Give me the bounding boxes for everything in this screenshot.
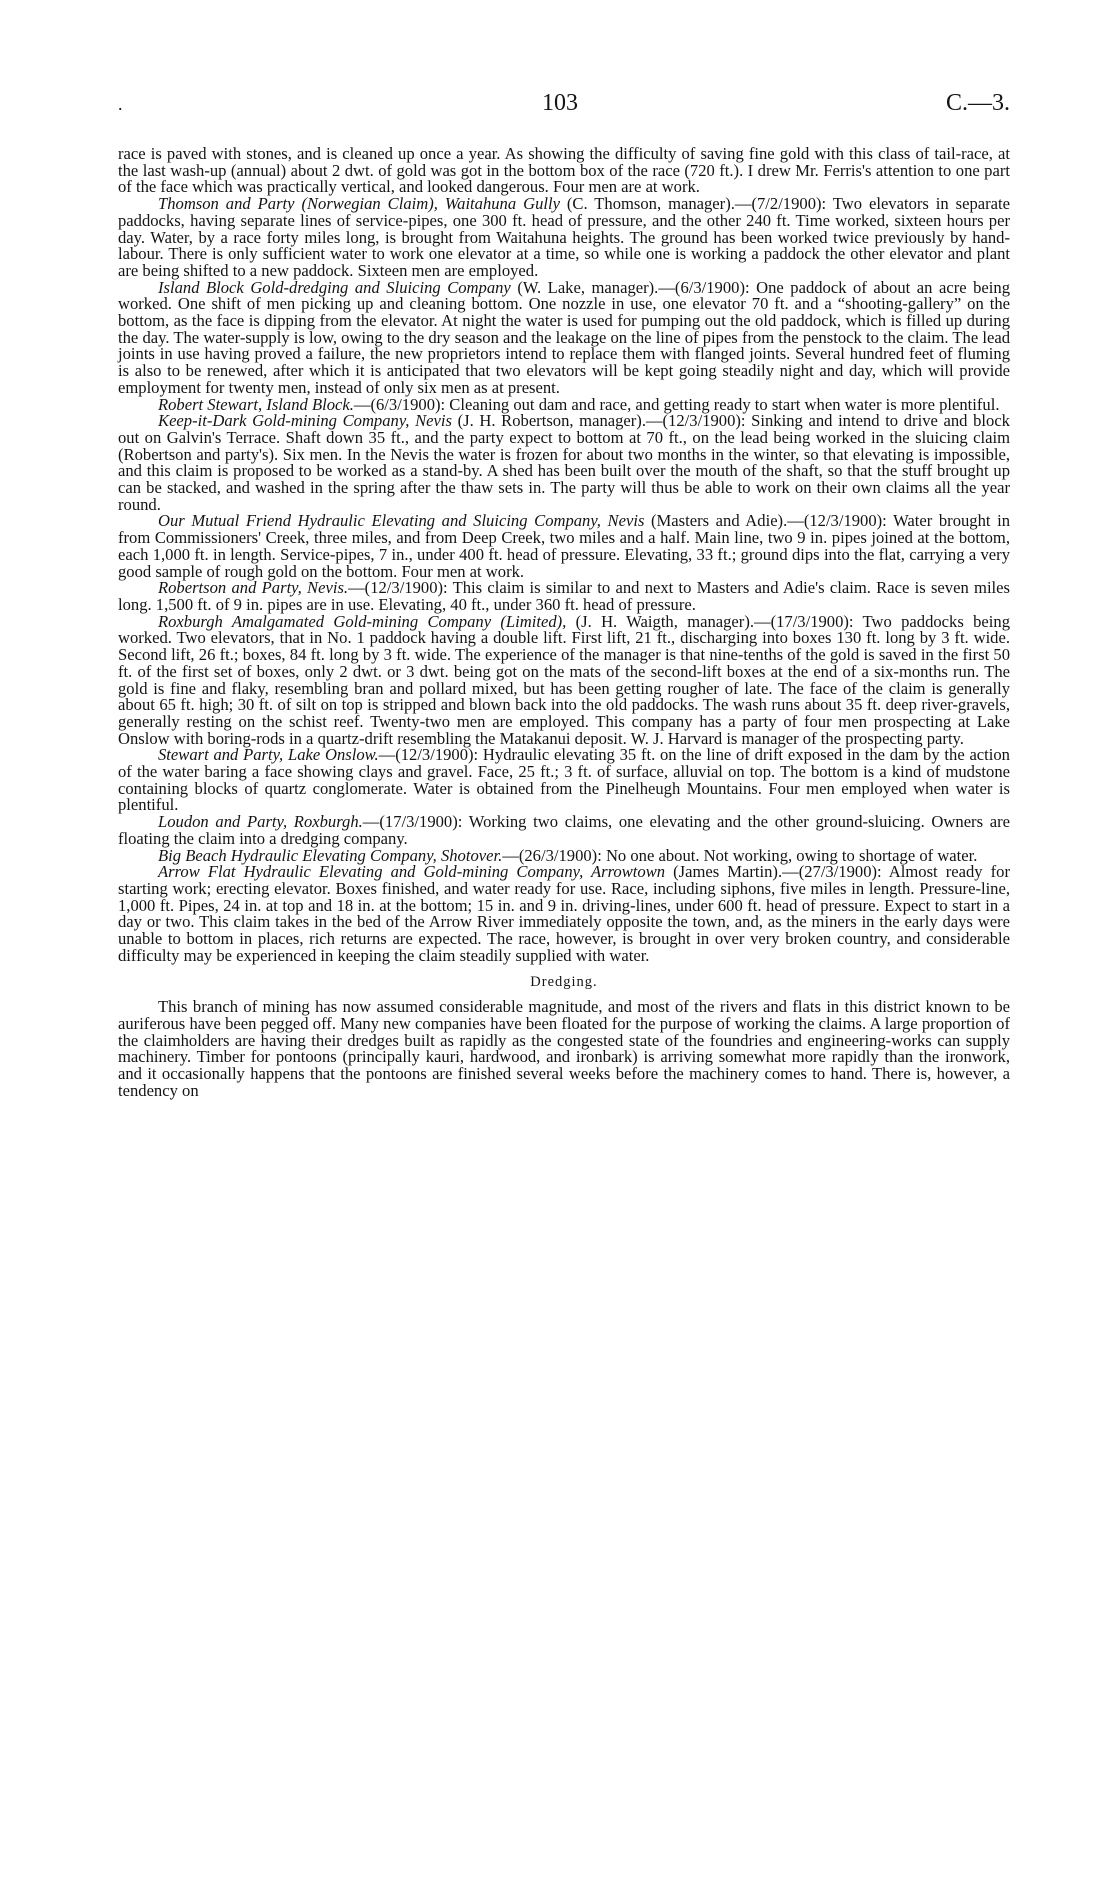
paragraph-body: —(17/3/1900): Working two claims, one elevating and the other ground-sluicing. Owners are floating the claim into a dredging company. bbox=[118, 812, 1010, 848]
paragraph bbox=[118, 747, 1010, 814]
paragraph-body: —(12/3/1900): This claim is similar to and next to Masters and Adie's claim. Race is seven miles long. 1,500 ft. of 9 in. pipes are in use. Elevating, 40 ft., under 360 ft. head of pressure. bbox=[118, 578, 1010, 614]
page-number: 103 bbox=[542, 90, 578, 116]
paragraph bbox=[118, 196, 1010, 280]
claim-name: Arrow Flat Hydraulic Elevating and Gold-mining Company, Arrowtown bbox=[158, 862, 666, 882]
header-dot: . bbox=[118, 94, 123, 114]
paragraph-body: —(6/3/1900): Cleaning out dam and race, and getting ready to start when water is more plentiful. bbox=[353, 394, 1000, 414]
paragraph-body: —(12/3/1900): Hydraulic elevating 35 ft. on the line of drift exposed in the dam by the action of the water baring a face showing clays and gravel. Face, 25 ft.; 3 ft. of surface, alluvial on top. The bottom is a kind of mudstone containing blocks of quartz conglomerate. Water is obtained from the Pinelheugh Mountains. Four men employed when water is plentiful. bbox=[118, 745, 1010, 815]
paragraph bbox=[118, 277, 1010, 397]
paragraph bbox=[118, 413, 1010, 513]
document-code: C.—3. bbox=[945, 90, 1010, 116]
page-header bbox=[110, 90, 1010, 124]
paragraph-body: (C. Thomson, manager).—(7/2/1900): Two elevators in separate paddocks, having separate lines of service-pipes, one 300 ft. head of pressure, and the other 240 ft. Time worked, sixteen hours per day. Water, by a race forty miles long, is brought from Waitahuna heights. The ground has been worked twice previously by hand-labour. There is only sufficient water to work one elevator at a time, so while one is working a paddock the other elevator and plant are being shifted to a new paddock. Sixteen men are employed. bbox=[118, 194, 1011, 280]
paragraph bbox=[118, 580, 1010, 613]
claim-name: Our Mutual Friend Hydraulic Elevating and Sluicing Company, Nevis bbox=[158, 511, 645, 531]
paragraph bbox=[118, 864, 1010, 964]
claim-name: Island Block Gold-dredging and Sluicing Company bbox=[158, 277, 511, 297]
paragraph-body: (W. Lake, manager).—(6/3/1900): One paddock of about an acre being worked. One shift of men picking up and cleaning bottom. One nozzle in use, one elevator 70 ft. and a “shooting-gallery” on the bottom, as the face is dipping from the elevator. At night the water is used for pumping out the old paddock, which is filled up during the day. The water-supply is low, owing to the dry season and the leakage on the line of pipes from the penstock to the claim. The lead joints in use having proved a failure, the new proprietors intend to replace them with flanged joints. Several hundred feet of fluming is also to be renewed, after which it is anticipated that two elevators will be kept going steadily night and day, which will provide employment for twenty men, instead of only six men as at present. bbox=[118, 277, 1010, 397]
claim-name: Thomson and Party (Norwegian Claim), Waitahuna Gully bbox=[158, 194, 560, 214]
claim-name: Keep-it-Dark Gold-mining Company, Nevis bbox=[158, 411, 452, 431]
paragraph bbox=[118, 513, 1010, 580]
section-paragraph: This branch of mining has now assumed considerable magnitude, and most of the rivers and flats in this district known to be auriferous have been pegged off. Many new companies have been floated for the purpose of working the claims. A large proportion of the claimholders are having their dredges built as rapidly as the congested state of the foundries and engineering-works can supply machinery. Timber for pontoons (principally kauri, hardwood, and ironbark) is arriving somewhat more rapidly than the ironwork, and it occasionally happens that the pontoons are finished several weeks before the machinery comes to hand. There is, however, a tendency on bbox=[118, 997, 1010, 1100]
claim-name: Robertson and Party, Nevis. bbox=[158, 578, 349, 598]
paragraph-body: race is paved with stones, and is cleaned up once a year. As showing the difficulty of saving fine gold with this class of tail-race, at the last wash-up (annual) about 2 dwt. of gold was got in the bottom box of the race (720 ft.). I drew Mr. Ferris's attention to one part of the face which was practically vertical, and looked dangerous. Four men are at work. bbox=[118, 144, 1010, 197]
paragraph-body: —(26/3/1900): No one about. Not working, owing to shortage of water. bbox=[502, 845, 978, 865]
paragraph bbox=[118, 814, 1010, 847]
paragraph bbox=[118, 611, 1010, 748]
claim-name: Robert Stewart, Island Block. bbox=[158, 394, 354, 414]
paragraph-body: (J. H. Waigth, manager).—(17/3/1900): Two paddocks being worked. Two elevators, that in No. 1 paddock having a double lift. First lift, 21 ft., discharging into boxes 130 ft. long by 3 ft. wide. Second lift, 26 ft.; boxes, 84 ft. long by 3 ft. wide. The experience of the manager is that nine-tenths of the gold is saved in the first 50 ft. of the first set of boxes, only 2 dwt. or 3 dwt. being got on the mats of the second-lift boxes at the end of a six-months run. The gold is fine and flaky, resembling bran and pollard mixed, but has been getting rougher of late. The face of the claim is generally about 65 ft. high; 30 ft. of silt on top is stripped and blown back into the old paddocks. The wash runs about 35 ft. deep river-gravels, generally resting on the schist reef. Twenty-two men are employed. This company has a party of four men prospecting at Lake Onslow with boring-rods in a quartz-drift resembling the Matakanui deposit. W. J. Harvard is manager of the prospecting party. bbox=[118, 611, 1010, 748]
section-heading: Dredging. bbox=[530, 974, 598, 991]
claim-name: Big Beach Hydraulic Elevating Company, Shotover. bbox=[158, 845, 503, 865]
paragraph-body: (Masters and Adie).—(12/3/1900): Water brought in from Commissioners' Creek, three miles, and from Deep Creek, two miles and a half. Main line, two 9 in. pipes joined at the bottom, each 1,000 ft. in length. Service-pipes, 7 in., under 400 ft. head of pressure. Elevating, 33 ft.; ground dips into the flat, carrying a very good sample of rough gold on the bottom. Four men at work. bbox=[118, 511, 1010, 581]
claim-name: Roxburgh Amalgamated Gold-mining Company (Limited), bbox=[158, 611, 567, 631]
claim-name: Stewart and Party, Lake Onslow. bbox=[158, 745, 379, 765]
paragraph bbox=[118, 146, 1010, 196]
claim-name: Loudon and Party, Roxburgh. bbox=[158, 812, 363, 832]
body-text bbox=[118, 146, 1010, 1099]
paragraph-body: (James Martin).—(27/3/1900): Almost ready for starting work; erecting elevator. Boxes finished, and water ready for use. Race, including siphons, five miles in length. Pressure-line, 1,000 ft. Pipes, 24 in. at top and 18 in. at the bottom; 15 in. and 9 in. driving-lines, under 600 ft. head of pressure. Expect to start in a day or two. This claim takes in the bed of the Arrow River immediately opposite the town, and, as the miners in the early days were unable to bottom in places, rich returns are expected. The race, however, is brought in over very broken country, and considerable difficulty may be experienced in keeping the claim steadily supplied with water. bbox=[118, 862, 1010, 965]
paragraph-body: (J. H. Robertson, manager).—(12/3/1900): Sinking and intend to drive and block out on Galvin's Terrace. Shaft down 35 ft., and the party expect to bottom at 70 ft., on the lead being worked in the sluicing claim (Robertson and party's). Six men. In the Nevis the water is frozen for about two months in the winter, so that elevating is impossible, and this claim is proposed to be worked as a stand-by. A shed has been built over the mouth of the shaft, so that the stuff brought up can be stacked, and washed in the spring after the thaw sets in. The party will thus be able to work on their own claims all the year round. bbox=[118, 411, 1010, 514]
